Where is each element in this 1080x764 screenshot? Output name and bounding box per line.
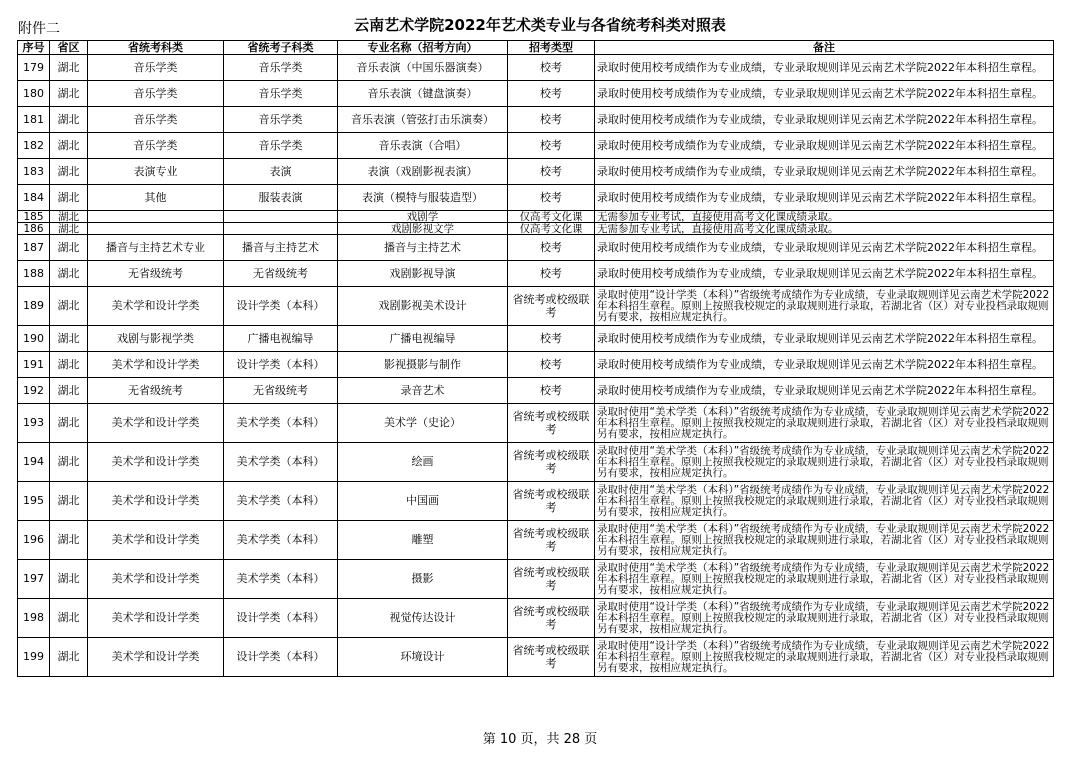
cell-exam-type: 省统考或校级联考 — [508, 560, 595, 599]
cell-province: 湖北 — [50, 378, 88, 404]
cell-major: 雕塑 — [338, 521, 508, 560]
cell-major: 摄影 — [338, 560, 508, 599]
header-exam-type: 招考类型 — [508, 41, 595, 55]
cell-province: 湖北 — [50, 638, 88, 677]
cell-subcategory: 设计学类（本科） — [224, 287, 338, 326]
cell-no: 189 — [18, 287, 50, 326]
cell-subcategory: 美术学类（本科） — [224, 404, 338, 443]
header-category: 省统考科类 — [88, 41, 224, 55]
cell-subcategory: 设计学类（本科） — [224, 352, 338, 378]
cell-subcategory: 音乐学类 — [224, 107, 338, 133]
table-row — [18, 560, 1054, 599]
cell-subcategory: 表演 — [224, 159, 338, 185]
cell-exam-type: 校考 — [508, 352, 595, 378]
cell-note: 录取时使用校考成绩作为专业成绩，专业录取规则详见云南艺术学院2022年本科招生章程。 — [595, 352, 1054, 378]
cell-exam-type: 仅高考文化课 — [508, 211, 595, 223]
cell-subcategory: 音乐学类 — [224, 55, 338, 81]
cell-exam-type: 仅高考文化课 — [508, 223, 595, 235]
table-row — [18, 185, 1054, 211]
cell-province: 湖北 — [50, 211, 88, 223]
cell-exam-type: 省统考或校级联考 — [508, 287, 595, 326]
cell-note: 录取时使用校考成绩作为专业成绩，专业录取规则详见云南艺术学院2022年本科招生章程。 — [595, 133, 1054, 159]
table-row — [18, 261, 1054, 287]
cell-note: 录取时使用校考成绩作为专业成绩，专业录取规则详见云南艺术学院2022年本科招生章程。 — [595, 159, 1054, 185]
cell-exam-type: 校考 — [508, 133, 595, 159]
cell-major: 录音艺术 — [338, 378, 508, 404]
cell-exam-type: 校考 — [508, 107, 595, 133]
cell-category: 美术学和设计学类 — [88, 599, 224, 638]
cell-major: 音乐表演（中国乐器演奏） — [338, 55, 508, 81]
cell-note: 无需参加专业考试，直接使用高考文化课成绩录取。 — [595, 223, 1054, 235]
header-major: 专业名称（招考方向） — [338, 41, 508, 55]
cell-note: 录取时使用“设计学类（本科）”省级统考成绩作为专业成绩，专业录取规则详见云南艺术学院2022年本科招生章程。原则上按照我校规定的录取规则进行录取，若湖北省（区）对专业投档录取规则另有要求，按相应规定执行。 — [595, 287, 1054, 326]
attachment-label: 附件二 — [18, 21, 60, 37]
cell-no: 195 — [18, 482, 50, 521]
cell-no: 193 — [18, 404, 50, 443]
table-row — [18, 235, 1054, 261]
cell-note: 录取时使用“美术学类（本科）”省级统考成绩作为专业成绩，专业录取规则详见云南艺术学院2022年本科招生章程。原则上按照我校规定的录取规则进行录取，若湖北省（区）对专业投档录取规则另有要求，按相应规定执行。 — [595, 560, 1054, 599]
cell-subcategory: 无省级统考 — [224, 378, 338, 404]
table-row — [18, 287, 1054, 326]
cell-category: 音乐学类 — [88, 107, 224, 133]
cell-note: 录取时使用“美术学类（本科）”省级统考成绩作为专业成绩，专业录取规则详见云南艺术学院2022年本科招生章程。原则上按照我校规定的录取规则进行录取，若湖北省（区）对专业投档录取规则另有要求，按相应规定执行。 — [595, 404, 1054, 443]
cell-exam-type: 省统考或校级联考 — [508, 482, 595, 521]
cell-subcategory — [224, 211, 338, 223]
table-row — [18, 55, 1054, 81]
cell-no: 197 — [18, 560, 50, 599]
mapping-table — [17, 40, 1054, 677]
cell-note: 录取时使用校考成绩作为专业成绩，专业录取规则详见云南艺术学院2022年本科招生章程。 — [595, 55, 1054, 81]
cell-province: 湖北 — [50, 326, 88, 352]
cell-major: 戏剧学 — [338, 211, 508, 223]
table-row — [18, 326, 1054, 352]
cell-category: 无省级统考 — [88, 378, 224, 404]
cell-category: 美术学和设计学类 — [88, 560, 224, 599]
cell-province: 湖北 — [50, 404, 88, 443]
cell-category: 无省级统考 — [88, 261, 224, 287]
cell-category — [88, 223, 224, 235]
table-row — [18, 599, 1054, 638]
cell-subcategory: 美术学类（本科） — [224, 482, 338, 521]
table-row — [18, 107, 1054, 133]
table-row — [18, 159, 1054, 185]
cell-category: 美术学和设计学类 — [88, 443, 224, 482]
header-no: 序号 — [18, 41, 50, 55]
cell-province: 湖北 — [50, 133, 88, 159]
cell-province: 湖北 — [50, 352, 88, 378]
table-row — [18, 521, 1054, 560]
cell-major: 环境设计 — [338, 638, 508, 677]
table-row — [18, 404, 1054, 443]
cell-no: 181 — [18, 107, 50, 133]
cell-category: 播音与主持艺术专业 — [88, 235, 224, 261]
cell-category: 戏剧与影视学类 — [88, 326, 224, 352]
cell-subcategory: 设计学类（本科） — [224, 599, 338, 638]
cell-subcategory: 服装表演 — [224, 185, 338, 211]
cell-subcategory: 无省级统考 — [224, 261, 338, 287]
cell-subcategory — [224, 223, 338, 235]
cell-subcategory: 美术学类（本科） — [224, 443, 338, 482]
cell-note: 录取时使用“设计学类（本科）”省级统考成绩作为专业成绩，专业录取规则详见云南艺术学院2022年本科招生章程。原则上按照我校规定的录取规则进行录取，若湖北省（区）对专业投档录取规则另有要求，按相应规定执行。 — [595, 638, 1054, 677]
cell-major: 戏剧影视导演 — [338, 261, 508, 287]
cell-category: 音乐学类 — [88, 55, 224, 81]
cell-subcategory: 音乐学类 — [224, 133, 338, 159]
cell-note: 录取时使用“美术学类（本科）”省级统考成绩作为专业成绩，专业录取规则详见云南艺术学院2022年本科招生章程。原则上按照我校规定的录取规则进行录取，若湖北省（区）对专业投档录取规则另有要求，按相应规定执行。 — [595, 521, 1054, 560]
cell-no: 199 — [18, 638, 50, 677]
header-subcategory: 省统考子科类 — [224, 41, 338, 55]
cell-exam-type: 省统考或校级联考 — [508, 521, 595, 560]
cell-major: 视觉传达设计 — [338, 599, 508, 638]
table-header-row — [18, 41, 1054, 55]
cell-note: 录取时使用校考成绩作为专业成绩，专业录取规则详见云南艺术学院2022年本科招生章程。 — [595, 185, 1054, 211]
cell-no: 198 — [18, 599, 50, 638]
table-row — [18, 81, 1054, 107]
cell-major: 表演（模特与服装造型） — [338, 185, 508, 211]
cell-province: 湖北 — [50, 599, 88, 638]
cell-major: 音乐表演（键盘演奏） — [338, 81, 508, 107]
cell-note: 录取时使用校考成绩作为专业成绩，专业录取规则详见云南艺术学院2022年本科招生章程。 — [595, 326, 1054, 352]
cell-province: 湖北 — [50, 521, 88, 560]
cell-category: 音乐学类 — [88, 81, 224, 107]
cell-note: 录取时使用校考成绩作为专业成绩，专业录取规则详见云南艺术学院2022年本科招生章程。 — [595, 378, 1054, 404]
cell-subcategory: 广播电视编导 — [224, 326, 338, 352]
table-row — [18, 133, 1054, 159]
header-province: 省区 — [50, 41, 88, 55]
cell-no: 182 — [18, 133, 50, 159]
cell-subcategory: 播音与主持艺术 — [224, 235, 338, 261]
cell-no: 180 — [18, 81, 50, 107]
cell-major: 绘画 — [338, 443, 508, 482]
cell-province: 湖北 — [50, 107, 88, 133]
cell-note: 无需参加专业考试，直接使用高考文化课成绩录取。 — [595, 211, 1054, 223]
cell-major: 广播电视编导 — [338, 326, 508, 352]
cell-category: 美术学和设计学类 — [88, 482, 224, 521]
cell-exam-type: 省统考或校级联考 — [508, 599, 595, 638]
cell-province: 湖北 — [50, 185, 88, 211]
cell-category: 美术学和设计学类 — [88, 638, 224, 677]
cell-exam-type: 校考 — [508, 185, 595, 211]
cell-no: 196 — [18, 521, 50, 560]
cell-province: 湖北 — [50, 81, 88, 107]
cell-note: 录取时使用“美术学类（本科）”省级统考成绩作为专业成绩，专业录取规则详见云南艺术学院2022年本科招生章程。原则上按照我校规定的录取规则进行录取，若湖北省（区）对专业投档录取规则另有要求，按相应规定执行。 — [595, 482, 1054, 521]
cell-exam-type: 校考 — [508, 235, 595, 261]
cell-province: 湖北 — [50, 443, 88, 482]
table-row — [18, 638, 1054, 677]
cell-exam-type: 省统考或校级联考 — [508, 638, 595, 677]
cell-note: 录取时使用校考成绩作为专业成绩，专业录取规则详见云南艺术学院2022年本科招生章程。 — [595, 235, 1054, 261]
cell-exam-type: 校考 — [508, 55, 595, 81]
cell-subcategory: 美术学类（本科） — [224, 521, 338, 560]
cell-major: 音乐表演（合唱） — [338, 133, 508, 159]
cell-major: 表演（戏剧影视表演） — [338, 159, 508, 185]
table-row — [18, 443, 1054, 482]
cell-note: 录取时使用校考成绩作为专业成绩，专业录取规则详见云南艺术学院2022年本科招生章程。 — [595, 261, 1054, 287]
page-footer: 第 10 页，共 28 页 — [482, 732, 598, 747]
table-row — [18, 352, 1054, 378]
cell-province: 湖北 — [50, 482, 88, 521]
header-note: 备注 — [595, 41, 1054, 55]
cell-major: 美术学（史论） — [338, 404, 508, 443]
cell-category: 美术学和设计学类 — [88, 521, 224, 560]
table-row — [18, 482, 1054, 521]
cell-category: 美术学和设计学类 — [88, 287, 224, 326]
cell-no: 188 — [18, 261, 50, 287]
cell-subcategory: 音乐学类 — [224, 81, 338, 107]
cell-no: 192 — [18, 378, 50, 404]
cell-major: 戏剧影视文学 — [338, 223, 508, 235]
cell-no: 194 — [18, 443, 50, 482]
cell-subcategory: 设计学类（本科） — [224, 638, 338, 677]
cell-category — [88, 211, 224, 223]
cell-category: 其他 — [88, 185, 224, 211]
cell-province: 湖北 — [50, 261, 88, 287]
cell-major: 播音与主持艺术 — [338, 235, 508, 261]
cell-note: 录取时使用“美术学类（本科）”省级统考成绩作为专业成绩，专业录取规则详见云南艺术学院2022年本科招生章程。原则上按照我校规定的录取规则进行录取，若湖北省（区）对专业投档录取规则另有要求，按相应规定执行。 — [595, 443, 1054, 482]
cell-category: 音乐学类 — [88, 133, 224, 159]
cell-exam-type: 校考 — [508, 261, 595, 287]
cell-no: 191 — [18, 352, 50, 378]
cell-no: 186 — [18, 223, 50, 235]
cell-no: 183 — [18, 159, 50, 185]
cell-major: 戏剧影视美术设计 — [338, 287, 508, 326]
table-row — [18, 211, 1054, 223]
cell-exam-type: 校考 — [508, 326, 595, 352]
cell-category: 美术学和设计学类 — [88, 404, 224, 443]
cell-exam-type: 校考 — [508, 159, 595, 185]
cell-note: 录取时使用校考成绩作为专业成绩，专业录取规则详见云南艺术学院2022年本科招生章程。 — [595, 107, 1054, 133]
cell-province: 湖北 — [50, 223, 88, 235]
cell-province: 湖北 — [50, 287, 88, 326]
cell-category: 表演专业 — [88, 159, 224, 185]
cell-exam-type: 省统考或校级联考 — [508, 443, 595, 482]
table-body — [18, 55, 1054, 677]
cell-major: 音乐表演（管弦打击乐演奏） — [338, 107, 508, 133]
cell-major: 中国画 — [338, 482, 508, 521]
cell-note: 录取时使用校考成绩作为专业成绩，专业录取规则详见云南艺术学院2022年本科招生章程。 — [595, 81, 1054, 107]
cell-subcategory: 美术学类（本科） — [224, 560, 338, 599]
cell-no: 187 — [18, 235, 50, 261]
cell-exam-type: 省统考或校级联考 — [508, 404, 595, 443]
cell-province: 湖北 — [50, 159, 88, 185]
cell-no: 185 — [18, 211, 50, 223]
table-row — [18, 223, 1054, 235]
cell-category: 美术学和设计学类 — [88, 352, 224, 378]
cell-note: 录取时使用“设计学类（本科）”省级统考成绩作为专业成绩，专业录取规则详见云南艺术学院2022年本科招生章程。原则上按照我校规定的录取规则进行录取，若湖北省（区）对专业投档录取规则另有要求，按相应规定执行。 — [595, 599, 1054, 638]
cell-exam-type: 校考 — [508, 378, 595, 404]
cell-exam-type: 校考 — [508, 81, 595, 107]
cell-no: 190 — [18, 326, 50, 352]
cell-no: 184 — [18, 185, 50, 211]
cell-no: 179 — [18, 55, 50, 81]
cell-province: 湖北 — [50, 235, 88, 261]
cell-major: 影视摄影与制作 — [338, 352, 508, 378]
table-row — [18, 378, 1054, 404]
page-title: 云南艺术学院2022年艺术类专业与各省统考科类对照表 — [354, 16, 726, 34]
cell-province: 湖北 — [50, 560, 88, 599]
cell-province: 湖北 — [50, 55, 88, 81]
